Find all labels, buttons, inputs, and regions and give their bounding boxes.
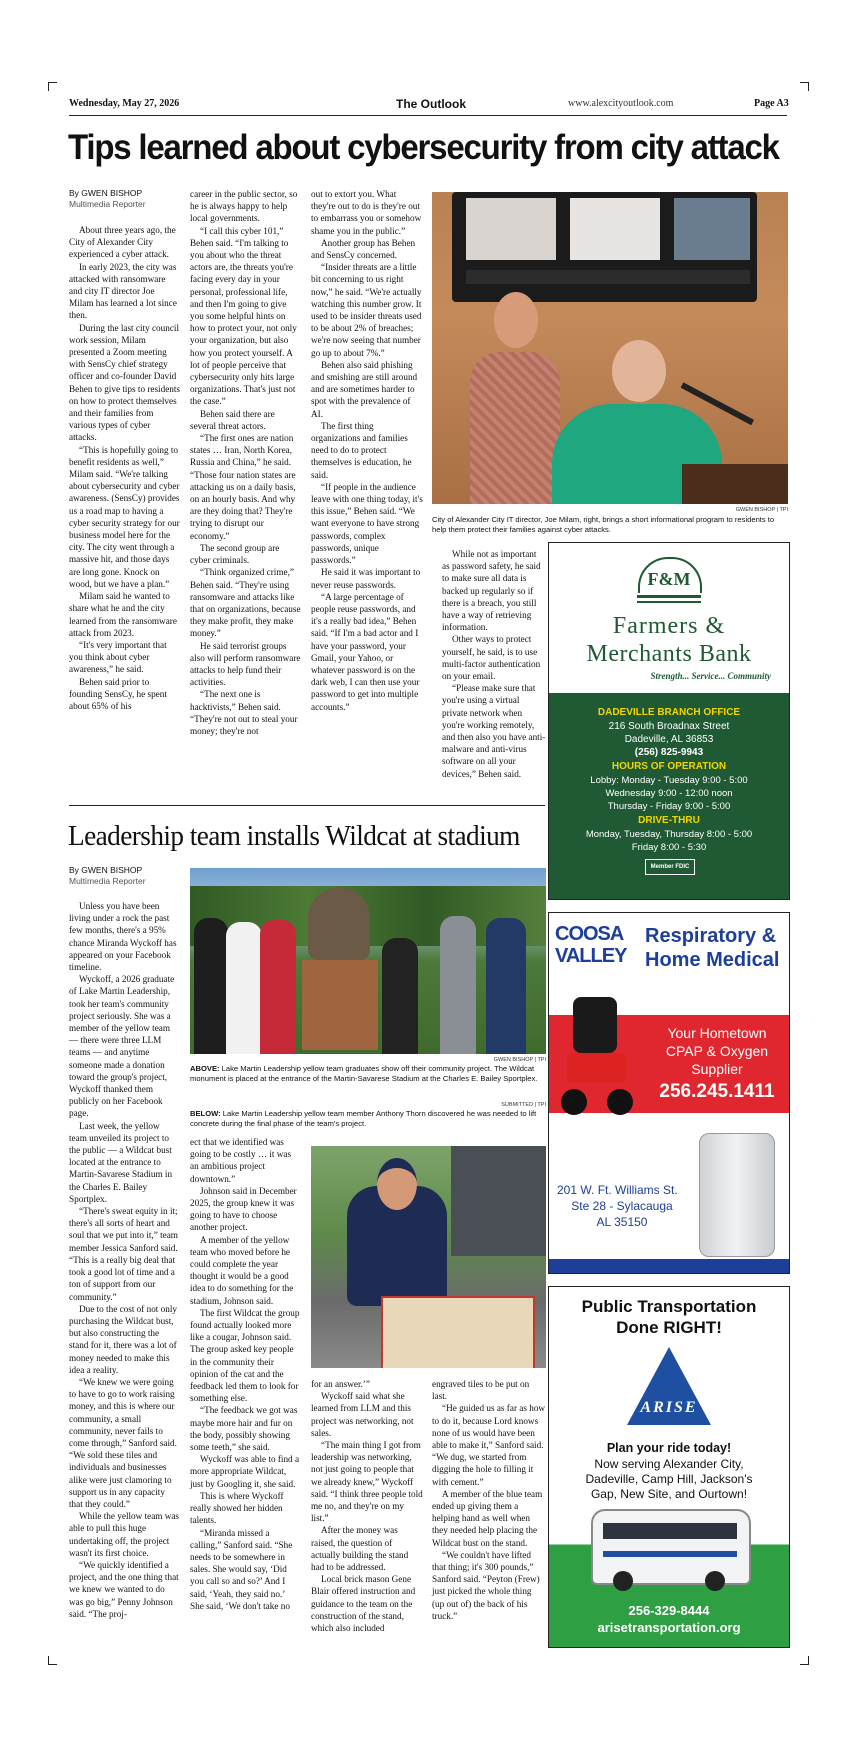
crop-mark-tl bbox=[48, 82, 57, 91]
page-number: Page A3 bbox=[754, 98, 789, 109]
fm-top bbox=[549, 543, 789, 695]
wheelchair-icon bbox=[559, 997, 637, 1121]
coosa-address3: AL 35150 bbox=[596, 1215, 648, 1229]
story-divider bbox=[69, 805, 545, 806]
paragraph: Last week, the yellow team unveiled its project to the public — a Wildcat bust located at the entrance to Martin-Savarese Stadium in the Charles E. Bailey Sportplex. bbox=[69, 1120, 173, 1204]
story2-photo1-credit: GWEN BISHOP | TPI bbox=[493, 1057, 546, 1063]
fm-logo: F&M bbox=[647, 569, 691, 589]
header-rule bbox=[69, 115, 787, 116]
story2-column-4 bbox=[432, 1378, 546, 1622]
paragraph: “Insider threats are a little bit concerning to us right now,” he said. “We're actually watching this number grow. It used to be insider threats used to be about 2% of breaches; we're now seeing that number go up to about 7%.” bbox=[311, 262, 422, 358]
coosa-logo-line2: VALLEY bbox=[555, 945, 627, 967]
fm-name-line2: Merchants Bank bbox=[586, 641, 752, 667]
byline-name: By GWEN BISHOP bbox=[69, 865, 143, 875]
paragraph: career in the public sector, so he is always happy to help local governments. bbox=[190, 189, 298, 224]
bus-icon bbox=[591, 1509, 751, 1585]
story2-photo-yellow-team bbox=[190, 868, 546, 1054]
story1-headline: Tips learned about cybersecurity from city attack bbox=[68, 127, 779, 167]
paragraph: Behen also said phishing and smishing are still around and are sometimes harder to spot with the prevalence of AI. bbox=[311, 359, 418, 419]
paragraph: Due to the cost of not only purchasing the Wildcat bust, but also constructing the stand for it, there was a lot of money needed to make this idea a reality. bbox=[69, 1303, 177, 1375]
caption-label: BELOW: bbox=[190, 1109, 221, 1118]
fm-tagline: Strength... Service... Community bbox=[650, 671, 771, 681]
paragraph: “The feedback we got was maybe more hair and fur on the body, possibly showing some teeth,” she said. bbox=[190, 1405, 298, 1453]
zoom-tile-1 bbox=[466, 198, 556, 260]
paragraph: This is where Wyckoff really showed her hidden talents. bbox=[190, 1490, 284, 1526]
fm-hours1: Lobby: Monday - Tuesday 9:00 - 5:00 bbox=[590, 775, 748, 786]
story2-column-3 bbox=[311, 1378, 423, 1634]
byline-role: Multimedia Reporter bbox=[69, 199, 146, 209]
story1-column-1 bbox=[69, 224, 180, 712]
arise-website[interactable]: arisetransportation.org bbox=[597, 1620, 741, 1635]
ad-arise-transportation[interactable] bbox=[548, 1286, 790, 1648]
story1-photo-zoom-meeting bbox=[432, 192, 788, 504]
paragraph: “Think organized crime,” Behen said. “They're using ransomware and attacks like that on organizations, because they make profit, they make money.” bbox=[190, 567, 301, 639]
crop-mark-bl bbox=[48, 1656, 57, 1665]
paragraph: ect that we identified was going to be costly … it was an ambitious project downtown.” bbox=[190, 1137, 292, 1184]
paragraph: Wyckoff said what she learned from LLM and this project was networking, not sales. bbox=[311, 1391, 414, 1438]
paragraph: “The first ones are nation states … Iran, North Korea, Russia and China,” he said. “Those four nation states are attacking us on a daily basis, on an hourly basis. And why are they doing that? They're trying to disrupt our economy.” bbox=[190, 433, 296, 541]
arise-serving2: Dadeville, Camp Hill, Jackson's bbox=[585, 1472, 753, 1486]
paper-url[interactable]: www.alexcityoutlook.com bbox=[568, 98, 674, 109]
paragraph: Wyckoff was able to find a more appropriate Wildcat, just by Googling it, she said. bbox=[190, 1454, 300, 1489]
fm-hours-title: HOURS OF OPERATION bbox=[611, 761, 727, 772]
paragraph: engraved tiles to be put on last. bbox=[432, 1379, 530, 1402]
fm-drive-title: DRIVE-THRU bbox=[638, 815, 700, 826]
coosa-bottom-band bbox=[549, 1259, 789, 1273]
paragraph: “A large percentage of people reuse passwords, and it's a really bad idea,” Behen said. “If I'm a bad actor and I have your password, your Gmail, your Yahoo, or whatever password is on the dark web, I can then use your password to get into multiple accounts.” bbox=[311, 591, 420, 712]
fm-drive2: Friday 8:00 - 5:30 bbox=[631, 842, 707, 853]
coosa-tag2: CPAP & Oxygen bbox=[665, 1043, 769, 1059]
story1-photo-caption: City of Alexander City IT director, Joe Milam, right, brings a short informational program to residents to help them protect their families against cyber attacks. bbox=[432, 515, 775, 534]
paragraph: Wyckoff, a 2026 graduate of Lake Martin Leadership, took her team's community project seriously. She was a member of the yellow team — there were three LLM teams — and anytime someone made a donation toward the group's project, Wyckoff thanked them publicly on her Facebook page. bbox=[69, 974, 175, 1119]
arise-serving3: Gap, New Site, and Ourtown! bbox=[590, 1487, 748, 1501]
oxygen-concentrator-icon bbox=[699, 1133, 775, 1257]
person-left bbox=[470, 292, 560, 504]
tv-screen bbox=[452, 192, 757, 302]
paragraph: out to extort you. What they're out to do is they're out to embarrass you or somehow shame you in the public.” bbox=[311, 189, 422, 236]
story2-column-1 bbox=[69, 900, 179, 1620]
podium bbox=[682, 464, 788, 504]
paragraph: Another group has Behen and SensCy concerned. bbox=[311, 237, 416, 261]
paragraph: “This is hopefully going to benefit residents as well,” Milam said. “We're talking about cybersecurity and cyber awareness. (SensCy) provides us a road map to having a cyber security strategy for our business model here for the city. The city went through a massive hit, and those days are long gone. Knock on wood, but we have a plan.” bbox=[69, 444, 180, 589]
group-people bbox=[190, 908, 546, 1054]
paragraph: Behen said there are several threat actors. bbox=[190, 408, 275, 431]
paragraph: Johnson said in December 2025, the group knew it was going to have to choose another project. bbox=[190, 1185, 297, 1233]
paragraph: The second group are cyber criminals. bbox=[190, 542, 280, 566]
man-head bbox=[377, 1158, 417, 1210]
zoom-tile-2 bbox=[570, 198, 660, 260]
zoom-tile-3 bbox=[674, 198, 750, 260]
paragraph: While the yellow team was able to pull this huge undertaking off, the project wasn't its first choice. bbox=[69, 1511, 180, 1558]
fm-hours2: Wednesday 9:00 - 12:00 noon bbox=[605, 788, 733, 799]
paragraph: “We quickly identified a project, and the one thing that we knew we wanted to do was go big,” Penny Johnson said. “The proj- bbox=[69, 1559, 179, 1619]
caption-text: Lake Martin Leadership yellow team graduates show off their community project. The Wildcat monument is placed at the entrance of the Martin-Savarese Stadium at the Charles E. Bailey Sportplex. bbox=[190, 1064, 538, 1083]
truck bbox=[451, 1146, 546, 1256]
paragraph: “We knew we were going to have to go to work raising money, and this is where our community, a small community, never fails to come through,” Sanford said. “We sold these tiles and individuals and businesses alike were just clamoring to support us in any capacity that they could.” bbox=[69, 1376, 177, 1509]
paragraph: “If people in the audience leave with one thing today, it's this issue,” Behen said. “We want everyone to have strong passwords, complex passwords, unique passwords.” bbox=[311, 481, 423, 566]
fm-fdic: Member FDIC bbox=[645, 859, 695, 875]
paragraph: While not as important as password safety, he said to make sure all data is backed up regularly so if there is a breach, you still have a way of retrieving information. bbox=[442, 549, 541, 633]
fm-name-line1: Farmers & bbox=[612, 613, 726, 639]
paragraph: “He guided us as far as how to do it, because Lord knows none of us would have been able to make it,” Sanford said. “We dug, we started from digging the hole to filling it with cement.” bbox=[432, 1403, 546, 1487]
coosa-address1: 201 W. Ft. Williams St. bbox=[557, 1183, 678, 1197]
fm-drive1: Monday, Tuesday, Thursday 8:00 - 5:00 bbox=[585, 829, 753, 840]
byline-name: By GWEN BISHOP bbox=[69, 188, 143, 198]
story2-photo2-credit: SUBMITTED | TPI bbox=[501, 1102, 546, 1108]
paragraph: After the money was raised, the question of actually building the stand had to be addressed. bbox=[311, 1525, 409, 1573]
paragraph: Behen said prior to founding SensCy, he spent about 65% of his bbox=[69, 676, 167, 711]
paragraph: for an answer.’” bbox=[311, 1379, 370, 1389]
paragraph: “I call this cyber 101,” Behen said. “I'm talking to you about who the threat actors are, the threats you're facing every day in your personal, professional life, and then I'm going to give you some helpful hints on how to protect your, not only your organization, but also how you protect yourself. A lot of people perceive that cybersecurity only hits large organizations. That's just not the case.” bbox=[190, 225, 297, 407]
coosa-name1: Respiratory & bbox=[645, 925, 777, 947]
paragraph: Other ways to protect yourself, he said, is to use multi-factor authentication on your email. bbox=[442, 634, 541, 682]
paragraph: “The main thing I got from leadership was networking, not just going to people that we already knew,” Wyckoff said. “I think three people told me no, and they're on my list.” bbox=[311, 1440, 423, 1524]
story2-column-2 bbox=[190, 1136, 300, 1612]
arise-serving1: Now serving Alexander City, bbox=[594, 1457, 744, 1471]
arise-logo: ARISE bbox=[640, 1399, 698, 1416]
fm-address1: 216 South Broadnax Street bbox=[608, 721, 730, 732]
fm-bottom bbox=[549, 693, 789, 899]
arise-phone[interactable]: 256-329-8444 bbox=[628, 1603, 710, 1618]
paragraph: “Please make sure that you're using a virtual private network when you're working remotely, and then also you have anti-malware and anti-virus software on all your devices,” Behen said. bbox=[442, 683, 546, 779]
paragraph: “It's very important that you think about cyber awareness,” he said. bbox=[69, 639, 167, 675]
paragraph: “We couldn't have lifted that thing; it's 300 pounds,” Sanford said. “Peyton (Frew) just picked the whole thing (up out of) the back of his truck.” bbox=[432, 1549, 540, 1621]
crop-mark-br bbox=[800, 1656, 809, 1665]
paragraph: He said terrorist groups also will perform ransomware attacks to help fund their activities. bbox=[190, 640, 301, 688]
zoom-toolbar bbox=[466, 270, 750, 284]
coosa-address2: Ste 28 - Sylacauga bbox=[571, 1199, 673, 1213]
story1-byline bbox=[69, 188, 146, 210]
caption-text: Lake Martin Leadership yellow team member Anthony Thorn discovered he was needed to lift concrete during the final phase of the team's project. bbox=[190, 1109, 537, 1128]
paragraph: A member of the yellow team who moved before he could complete the year thought it would be a good idea to do something for the stadium, Johnson said. bbox=[190, 1234, 294, 1306]
paragraph: He said it was important to never reuse passwords. bbox=[311, 567, 421, 590]
coosa-tag1: Your Hometown bbox=[667, 1025, 767, 1041]
caption-label: ABOVE: bbox=[190, 1064, 220, 1073]
fm-address2: Dadeville, AL 36853 bbox=[624, 734, 714, 745]
paragraph: The first Wildcat the group found actually looked more like a cougar, Johnson said. The group asked key people in the community their opinion of the cat and the feedback led them to look for something else. bbox=[190, 1307, 300, 1404]
fm-hours3: Thursday - Friday 9:00 - 5:00 bbox=[607, 801, 731, 812]
crop-mark-tr bbox=[800, 82, 809, 91]
arise-title1: Public Transportation bbox=[581, 1297, 757, 1316]
paper-name: The Outlook bbox=[396, 97, 466, 111]
story2-byline bbox=[69, 865, 146, 887]
story2-photo-lifting-concrete bbox=[311, 1146, 546, 1368]
story2-headline: Leadership team installs Wildcat at stadium bbox=[68, 820, 520, 852]
concrete-bags bbox=[381, 1296, 535, 1368]
paragraph: “The next one is hacktivists,” Behen said. “They're not out to steal your money; they're not bbox=[190, 689, 298, 736]
story2-photo2-caption bbox=[190, 1109, 546, 1129]
story1-column-4 bbox=[442, 548, 546, 780]
ad-farmers-merchants-bank[interactable] bbox=[548, 542, 790, 900]
story1-column-2 bbox=[190, 188, 301, 737]
fm-branch-title: DADEVILLE BRANCH OFFICE bbox=[597, 707, 741, 718]
coosa-logo-line1: COOSA bbox=[555, 923, 624, 945]
arise-title2: Done RIGHT! bbox=[616, 1318, 722, 1337]
story1-column-3 bbox=[311, 188, 423, 713]
coosa-tag3: Supplier bbox=[691, 1061, 743, 1077]
paragraph: “Miranda missed a calling,” Sanford said. “She needs to be somewhere in sales. She would say, ‘Did you call so and so?’ And I said, ‘Yeah, they said no.’ She said, ‘We don't take no bbox=[190, 1527, 293, 1611]
story2-photo1-caption bbox=[190, 1064, 546, 1084]
paragraph: Milam said he wanted to share what he and the city learned from the ransomware attack from 2023. bbox=[69, 591, 177, 638]
paragraph: In early 2023, the city was attacked with ransomware and city IT director Joe Milam has learned a lot since then. bbox=[69, 261, 177, 321]
coosa-logo bbox=[555, 923, 635, 967]
byline-role: Multimedia Reporter bbox=[69, 876, 146, 886]
coosa-phone[interactable]: 256.245.1411 bbox=[659, 1081, 775, 1102]
arise-plan: Plan your ride today! bbox=[606, 1441, 732, 1455]
story1-photo-credit: GWEN BISHOP | TPI bbox=[735, 507, 788, 513]
paragraph: About three years ago, the City of Alexander City experienced a cyber attack. bbox=[69, 225, 176, 260]
paragraph: A member of the blue team ended up giving them a helping hand as well when they needed help placing the Wildcat bust on the stand. bbox=[432, 1488, 543, 1548]
ad-coosa-valley-medical[interactable] bbox=[548, 912, 790, 1274]
page-date: Wednesday, May 27, 2026 bbox=[69, 98, 180, 109]
paragraph: Unless you have been living under a rock the past few months, there's a 95% chance Miranda Wyckoff has appeared on your Facebook timeline. bbox=[69, 901, 177, 973]
paragraph: During the last city council work session, Milam presented a Zoom meeting with SensCy chief strategy officer and co-founder David Behen to give tips to residents on how to protect themselves and their families from various types of cyber attacks. bbox=[69, 322, 180, 443]
fm-phone[interactable]: (256) 825-9943 bbox=[634, 747, 704, 758]
paragraph: The first thing organizations and families need to do to protect themselves is education, he said. bbox=[311, 420, 412, 480]
coosa-name2: Home Medical bbox=[645, 949, 780, 971]
paragraph: “There's sweat equity in it; there's all sorts of heart and soul that we put into it,” team member Jessica Sanford said. “This is a really big deal that took a good lot of time and a ton of support from our community.” bbox=[69, 1206, 178, 1302]
paragraph: Local brick mason Gene Blair offered instruction and guidance to the team on the construction of the stand, which also included bbox=[311, 1574, 416, 1634]
